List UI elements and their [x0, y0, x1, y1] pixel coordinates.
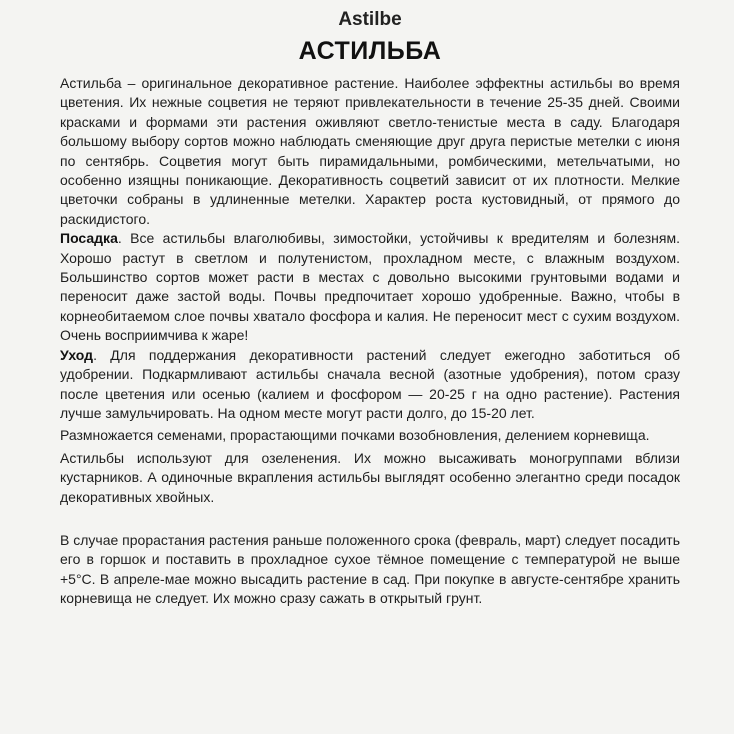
care-heading: Уход — [60, 346, 94, 363]
planting-paragraph — [60, 229, 680, 345]
planting-text: . Все астильбы влаголюбивы, зимостойки, устойчивы к вредителям и болезням. Хорошо растут в светлом и полутенистом, прохладном месте, с влажным воздухом. Большинство сортов может расти в местах с довольно высокими грунтовыми водами и переносит даже застой воды. Почвы предпочитает хорошо удобренные. Важно, чтобы в корнеобитаемом слое почвы хватало фосфора и калия. Не переносит мест с сухим воздухом. Очень восприимчива к жаре! — [60, 230, 680, 344]
latin-title: Astilbe — [338, 9, 402, 30]
propagation-paragraph: Размножается семенами, прорастающими почками возобновления, делением корневища. — [60, 427, 650, 444]
usage-paragraph: Астильбы используют для озеленения. Их можно высаживать моногруппами вблизи кустарников. А одиночные вкрапления астильбы выглядят особенно элегантно среди посадок декоративных хвойных. — [60, 449, 680, 505]
page-title: АСТИЛЬБА — [298, 37, 442, 65]
care-paragraph — [60, 346, 680, 424]
intro-paragraph: Астильба – оригинальное декоративное растение. Наиболее эффектны астильбы во время цветения. Их нежные соцветия не теряют привлекательности в течение 25-35 дней. Своими красками и формами эти растения оживляют светло-тенистые места в саду. Благодаря большому выбору сортов можно наблюдать сменяющие друг друга перистые метелки с июня по сентябрь. Соцветия могут быть пирамидальными, ромбическими, метельчатыми, но особенно изящны поникающие. Декоративность соцветий зависит от их плотности. Мелкие цветочки собраны в удлиненные метелки. Характер роста кустовидный, от прямого до раскидистого. — [60, 75, 680, 227]
storage-paragraph: В случае прорастания растения раньше положенного срока (февраль, март) следует посадить его в горшок и поставить в прохладное сухое тёмное помещение с температурой не выше +5°С. В апреле-мае можно высадить растение в сад. При покупке в августе-сентябре хранить корневища не следует. Их можно сразу сажать в открытый грунт. — [60, 531, 680, 607]
planting-heading: Посадка — [60, 230, 118, 247]
care-text: . Для поддержания декоративности растений следует ежегодно заботиться об удобрении. Подкармливают астильбы сначала весной (азотные удобрения), потом сразу после цветения или осенью (калием и фосфором — 20-25 г на одно растение). Растения лучше замульчировать. На одном месте могут расти долго, до 15-20 лет. — [60, 346, 680, 421]
